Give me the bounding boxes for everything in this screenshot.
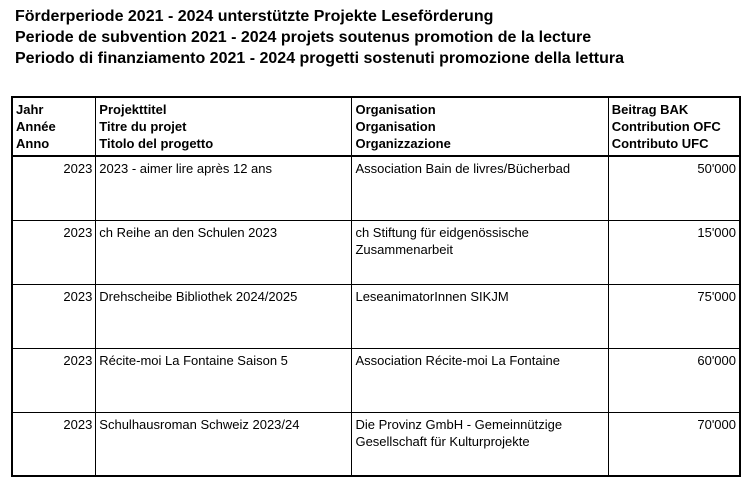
cell-title: Drehscheibe Bibliothek 2024/2025 [96, 284, 352, 348]
table-row [12, 412, 740, 476]
title-german: Förderperiode 2021 - 2024 unterstützte Projekte Leseförderung [15, 8, 494, 25]
header-amount-it: Contributo UFC [611, 136, 709, 151]
header-year [12, 97, 96, 156]
header-title-de: Projekttitel [99, 102, 167, 117]
header-year-de: Jahr [16, 102, 44, 117]
table-row [12, 348, 740, 412]
header-org [352, 97, 608, 156]
header-year-fr: Année [16, 119, 56, 134]
header-org-fr: Organisation [355, 119, 436, 134]
cell-amount: 75'000 [608, 284, 740, 348]
header-title-it: Titolo del progetto [99, 136, 214, 151]
projects-table [11, 96, 741, 477]
cell-org: Die Provinz GmbH - Gemeinnützige Gesellschaft für Kulturprojekte [352, 412, 608, 476]
title-french: Periode de subvention 2021 - 2024 projets soutenus promotion de la lecture [15, 29, 592, 46]
cell-title: 2023 - aimer lire après 12 ans [96, 156, 352, 220]
table-row [12, 156, 740, 220]
header-amount [608, 97, 740, 156]
cell-org: Association Récite-moi La Fontaine [352, 348, 608, 412]
cell-title: Récite-moi La Fontaine Saison 5 [96, 348, 352, 412]
table-row [12, 220, 740, 284]
cell-org: LeseanimatorInnen SIKJM [352, 284, 608, 348]
header-title [96, 97, 352, 156]
cell-title: ch Reihe an den Schulen 2023 [96, 220, 352, 284]
table-row [12, 284, 740, 348]
cell-amount: 15'000 [608, 220, 740, 284]
header-org-de: Organisation [355, 102, 436, 117]
title-italian: Periodo di finanziamento 2021 - 2024 progetti sostenuti promozione della lettura [15, 50, 624, 67]
cell-amount: 60'000 [608, 348, 740, 412]
header-org-it: Organizzazione [355, 136, 451, 151]
table-header-row [12, 97, 740, 156]
cell-amount: 70'000 [697, 416, 736, 432]
header-amount-fr: Contribution OFC [611, 119, 721, 134]
cell-title: Schulhausroman Schweiz 2023/24 [96, 412, 352, 476]
cell-org: ch Stiftung für eidgenössische Zusammenarbeit [352, 220, 608, 284]
cell-org: Association Bain de livres/Bücherbad [352, 156, 608, 220]
cell-year: 2023 [12, 348, 96, 412]
document-titles [15, 6, 624, 69]
header-title-fr: Titre du projet [99, 119, 187, 134]
cell-year: 2023 [12, 412, 96, 476]
header-amount-de: Beitrag BAK [611, 102, 689, 117]
cell-year: 2023 [12, 156, 96, 220]
cell-year: 2023 [12, 220, 96, 284]
cell-year: 2023 [12, 284, 96, 348]
cell-amount: 50'000 [608, 156, 740, 220]
header-year-it: Anno [16, 136, 50, 151]
